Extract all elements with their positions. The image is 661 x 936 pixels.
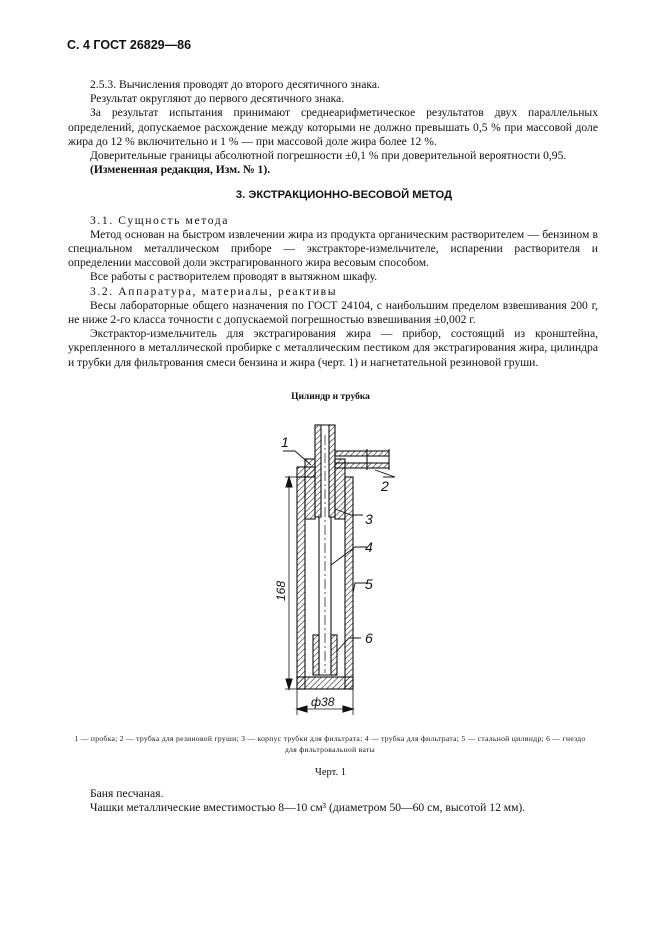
tube-body-right xyxy=(329,425,335,517)
para-metal-cups: Чашки металлические вместимостью 8—10 см³ (диаметром 50—60 см, высотой 12 мм). xyxy=(90,801,526,815)
label-1: 1 xyxy=(281,434,289,450)
cylinder-tube-drawing xyxy=(255,415,405,715)
para-2-5-3: 2.5.3. Вычисления проводят до второго десятичного знака. xyxy=(90,78,380,91)
cylinder-wall-left xyxy=(297,477,305,689)
figure-caption: Черт. 1 xyxy=(315,767,346,778)
para-result: За результат испытания принимают среднеарифметическое результатов двух параллельных определений, допускаемое расхождение между которыми не должно превышать 0,5 % при массовой доле жира до 12 % включительно и 1 % — при массовой доле жира более 12 %. xyxy=(68,106,598,148)
page-header: С. 4 ГОСТ 26829—86 xyxy=(67,38,192,52)
label-3: 3 xyxy=(365,511,373,527)
leader-2 xyxy=(375,470,395,477)
diameter-dimension-label: ф38 xyxy=(311,695,335,709)
tail-text xyxy=(90,787,610,815)
side-tube-upper xyxy=(335,451,389,456)
figure-legend: 1 — пробка; 2 — трубка для резиновой груши; 3 — корпус трубки для фильтрата; 4 — трубка для фильтрата; 5 — стальной цилиндр; 6 — гнездо для фильтровальной ваты xyxy=(74,734,586,754)
section-title: 3. ЭКСТРАКЦИОННО-ВЕСОВОЙ МЕТОД xyxy=(235,189,453,202)
wadding-nest-left xyxy=(313,635,319,675)
label-6: 6 xyxy=(365,630,373,646)
wadding-nest-right xyxy=(331,635,337,675)
height-dimension-label: 168 xyxy=(274,580,288,601)
cylinder-bottom xyxy=(297,677,353,689)
plug-top-left xyxy=(297,467,315,477)
label-5: 5 xyxy=(365,576,373,592)
tube-body-left xyxy=(315,425,321,517)
para-sand-bath: Баня песчаная. xyxy=(90,787,164,800)
heading-3-2: 3.2. Аппаратура, материалы, реактивы xyxy=(90,284,338,298)
para-scales: Весы лабораторные общего назначения по ГОСТ 24104, с наибольшим пределом взвешивания 200 г, не ниже 2-го класса точности с допускаемой погрешностью взвешивания ±0,002 г. xyxy=(68,298,598,327)
label-2: 2 xyxy=(381,478,389,494)
para-extractor: Экстрактор-измельчитель для экстрагирования жира — прибор, состоящий из кронштейна, укрепленного в металлической пробирке с металлическим пестиком для экстрагирования жира, цилиндра и трубки для фильтрования смеси бензина и жира (черт. 1) и нагнетательной резиновой груши. xyxy=(68,327,598,369)
label-4: 4 xyxy=(365,539,373,555)
heading-3-1: 3.1. Сущность метода xyxy=(90,213,230,227)
figure-title: Цилиндр и трубка xyxy=(291,392,370,402)
para-amendment: (Измененная редакция, Изм. № 1). xyxy=(90,163,271,177)
side-tube-lower xyxy=(335,463,389,468)
cylinder-wall-right xyxy=(345,477,353,689)
main-text xyxy=(68,78,598,370)
para-3-1-text: Метод основан на быстром извлечении жира из продукта органическим растворителем — бензином в специальном металлическом приборе — экстракторе-измельчителе, испарении растворителя и определении массовой доли экстрагированного жира весовым способом. xyxy=(68,227,598,270)
para-rounding: Результат округляют до первого десятичного знака. xyxy=(90,92,345,106)
para-3-1-note: Все работы с растворителем проводят в вытяжном шкафу. xyxy=(90,270,378,284)
para-confidence: Доверительные границы абсолютной погрешности ±0,1 % при доверительной вероятности 0,95. xyxy=(90,149,567,163)
